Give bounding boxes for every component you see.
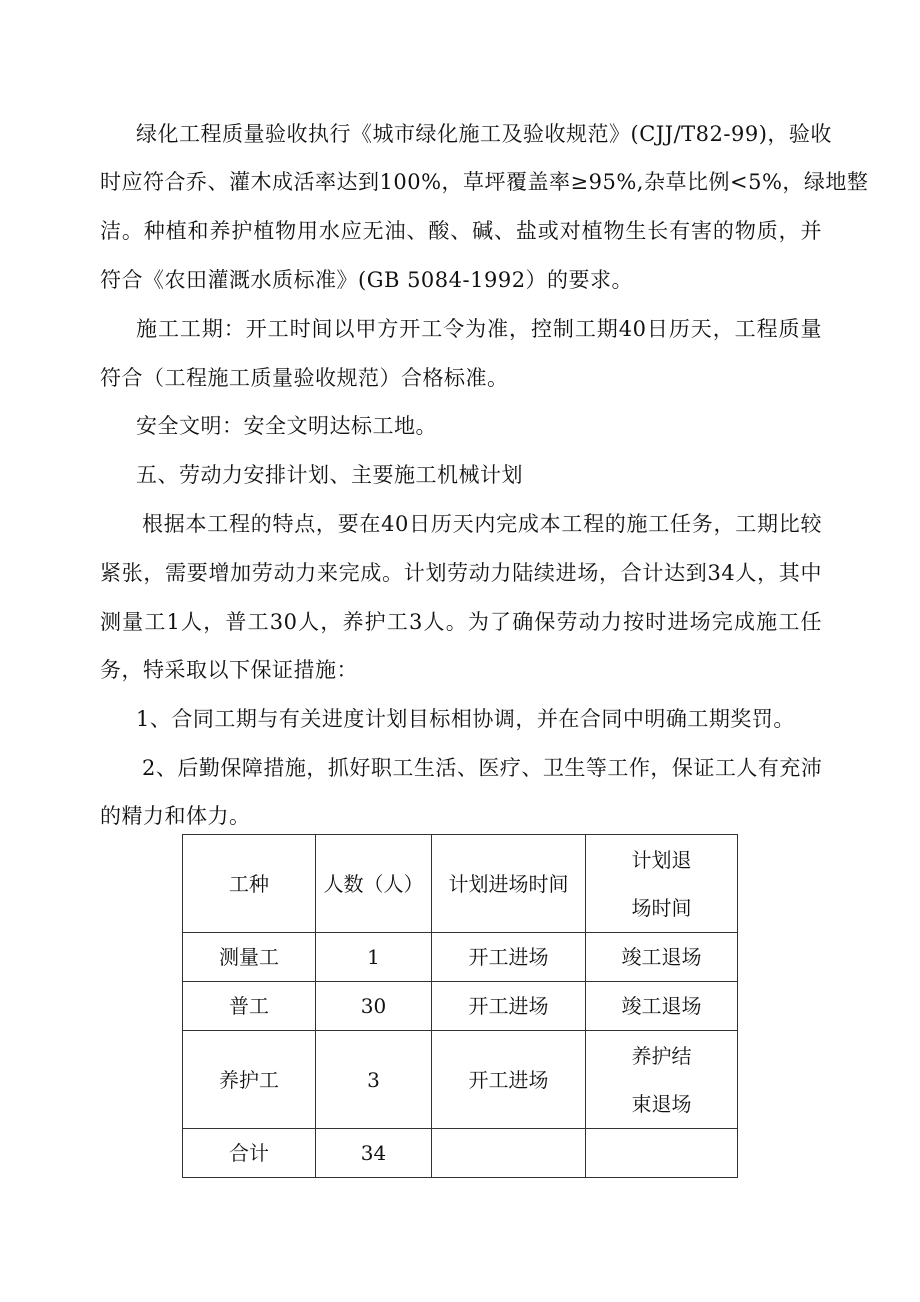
cell-exit-time: 竣工退场	[586, 982, 738, 1031]
cell-entry-time: 开工进场	[432, 933, 586, 982]
paragraph-safety: 安全文明：安全文明达标工地。	[136, 414, 437, 438]
header-exit-line-1: 计划退	[631, 847, 692, 872]
cell-headcount: 1	[316, 933, 432, 982]
measure-item-2-line-2: 的精力和体力。	[100, 804, 251, 828]
header-cell-entry-time: 计划进场时间	[432, 835, 586, 933]
section-heading: 五、劳动力安排计划、主要施工机械计划	[136, 463, 523, 487]
cell-headcount: 3	[316, 1031, 432, 1129]
cell-trade: 普工	[183, 982, 316, 1031]
cell-total-label: 合计	[183, 1129, 316, 1178]
paragraph-acceptance-line-4: 符合《农田灌溉水质标准》(GB 5084-1992）的要求。	[100, 268, 634, 292]
paragraph-acceptance-line-2: 时应符合乔、灌木成活率达到100%，草坪覆盖率≥95%,杂草比例<5%，绿地整	[100, 170, 869, 194]
header-exit-line-2: 场时间	[631, 895, 692, 920]
labor-plan-table	[182, 834, 738, 1178]
paragraph-labor-line-4: 务，特采取以下保证措施：	[100, 658, 358, 682]
cell-exit-line-1: 养护结	[631, 1043, 692, 1068]
table-row	[183, 933, 738, 982]
paragraph-acceptance-line-1: 绿化工程质量验收执行《城市绿化施工及验收规范》(CJJ/T82-99)，验收	[136, 122, 832, 146]
cell-total-exit-empty	[586, 1129, 738, 1178]
measure-item-1: 1、合同工期与有关进度计划目标相协调，并在合同中明确工期奖罚。	[136, 707, 795, 731]
cell-trade: 养护工	[183, 1031, 316, 1129]
header-cell-trade: 工种	[183, 835, 316, 933]
paragraph-schedule-line-1: 施工工期：开工时间以甲方开工令为准，控制工期40日历天，工程质量	[136, 317, 822, 341]
paragraph-labor-line-2: 紧张，需要增加劳动力来完成。计划劳动力陆续进场，合计达到34人，其中	[100, 561, 822, 585]
cell-exit-line-2: 束退场	[631, 1091, 692, 1116]
paragraph-labor-line-3: 测量工1人，普工30人，养护工3人。为了确保劳动力按时进场完成施工任	[100, 610, 822, 634]
header-cell-headcount: 人数（人）	[316, 835, 432, 933]
measure-item-2-line-1: 2、后勤保障措施，抓好职工生活、医疗、卫生等工作，保证工人有充沛	[142, 756, 823, 780]
cell-entry-time: 开工进场	[432, 982, 586, 1031]
cell-trade: 测量工	[183, 933, 316, 982]
paragraph-labor-line-1: 根据本工程的特点，要在40日历天内完成本工程的施工任务，工期比较	[142, 512, 822, 536]
table-total-row	[183, 1129, 738, 1178]
cell-exit-time	[586, 1031, 738, 1129]
header-cell-exit-time	[586, 835, 738, 933]
paragraph-schedule-line-2: 符合（工程施工质量验收规范）合格标准。	[100, 366, 509, 390]
paragraph-acceptance-line-3: 洁。种植和养护植物用水应无油、酸、碱、盐或对植物生长有害的物质，并	[100, 219, 822, 243]
cell-exit-time: 竣工退场	[586, 933, 738, 982]
table-row	[183, 982, 738, 1031]
cell-total-headcount: 34	[316, 1129, 432, 1178]
table-row	[183, 1031, 738, 1129]
cell-headcount: 30	[316, 982, 432, 1031]
cell-total-entry-empty	[432, 1129, 586, 1178]
table-header-row	[183, 835, 738, 933]
cell-entry-time: 开工进场	[432, 1031, 586, 1129]
